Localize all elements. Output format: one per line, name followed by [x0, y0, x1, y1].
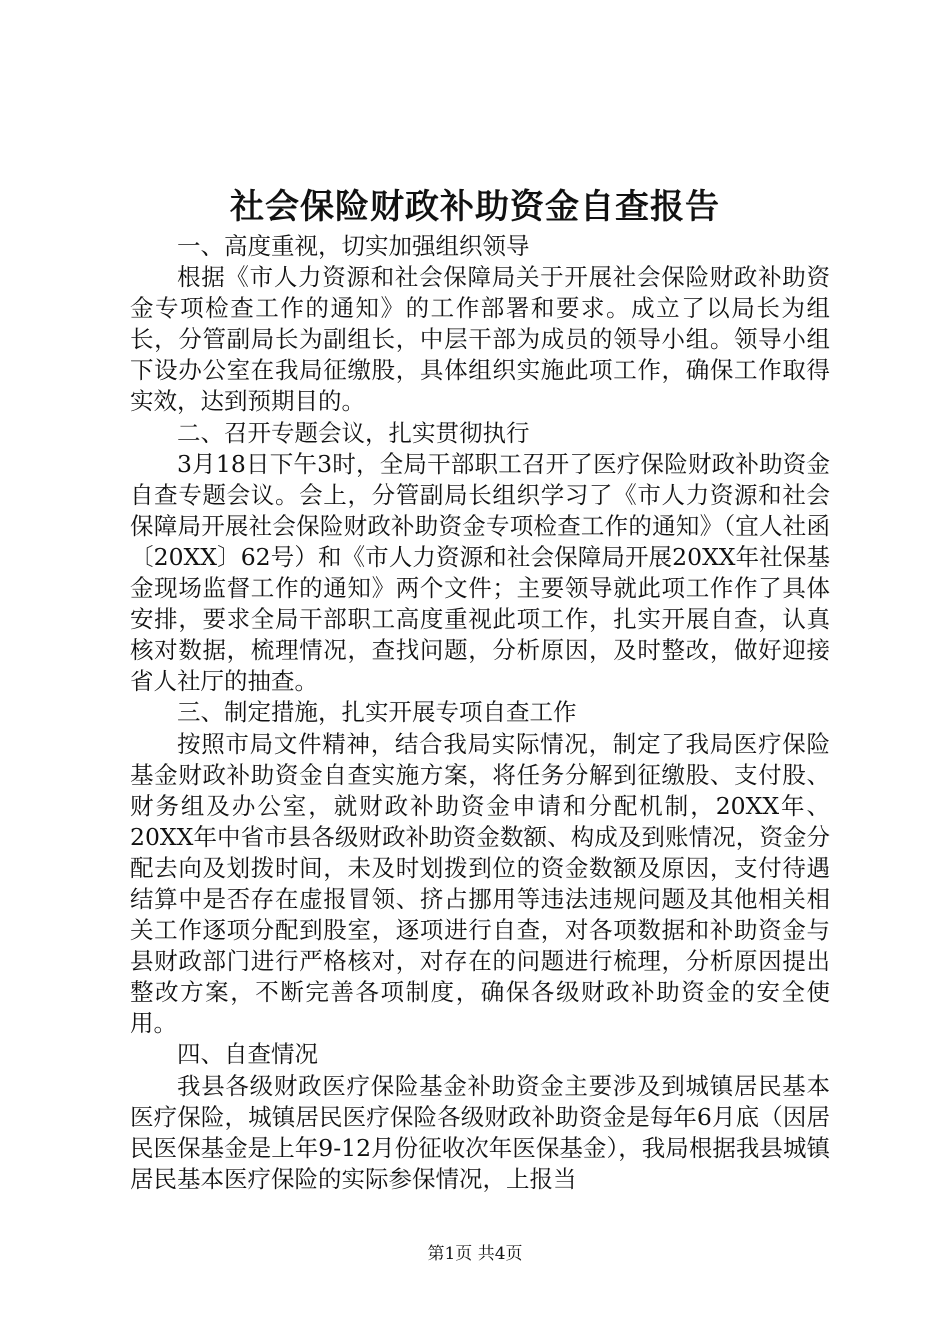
document-title: 社会保险财政补助资金自查报告	[230, 187, 720, 227]
section-paragraph-1: 根据《市人力资源和社会保障局关于开展社会保险财政补助资金专项检查工作的通知》的工作部署和要求。成立了以局长为组长，分管副局长为副组长，中层干部为成员的领导小组。领导小组下设办公室在我局征缴股，具体组织实施此项工作，确保工作取得实效，达到预期目的。	[130, 263, 830, 416]
section-heading-4: 四、自查情况	[177, 1040, 318, 1069]
section-heading-3: 三、制定措施，扎实开展专项自查工作	[177, 698, 577, 727]
document-body	[130, 231, 830, 1195]
section-paragraph-4: 我县各级财政医疗保险基金补助资金主要涉及到城镇居民基本医疗保险，城镇居民医疗保险各级财政补助资金是每年6月底（因居民医保基金是上年9-12月份征收次年医保基金），我局根据我县城镇居民基本医疗保险的实际参保情况，上报当	[130, 1071, 830, 1193]
section-paragraph-2: 3月18日下午3时，全局干部职工召开了医疗保险财政补助资金自查专题会议。会上，分管副局长组织学习了《市人力资源和社会保障局开展社会保险财政补助资金专项检查工作的通知》（宜人社函〔20XX〕62号）和《市人力资源和社会保障局开展20XX年社保基金现场监督工作的通知》两个文件；主要领导就此项工作作了具体安排，要求全局干部职工高度重视此项工作，扎实开展自查，认真核对数据，梳理情况，查找问题，分析原因，及时整改，做好迎接省人社厅的抽查。	[130, 449, 830, 696]
section-heading-2: 二、召开专题会议，扎实贯彻执行	[177, 418, 530, 447]
section-paragraph-3: 按照市局文件精神，结合我局实际情况，制定了我局医疗保险基金财政补助资金自查实施方案，将任务分解到征缴股、支付股、财务组及办公室，就财政补助资金申请和分配机制，20XX年、20XX年中省市县各级财政补助资金数额、构成及到账情况，资金分配去向及划拨时间，未及时划拨到位的资金数额及原因，支付待遇结算中是否存在虚报冒领、挤占挪用等违法违规问题及其他相关相关工作逐项分配到股室，逐项进行自查，对各项数据和补助资金与县财政部门进行严格核对，对存在的问题进行梳理，分析原因提出整改方案，不断完善各项制度，确保各级财政补助资金的安全使用。	[130, 729, 830, 1038]
section-heading-1: 一、高度重视，切实加强组织领导	[177, 232, 530, 260]
page-number-footer: 第1页 共4页	[427, 1244, 523, 1264]
